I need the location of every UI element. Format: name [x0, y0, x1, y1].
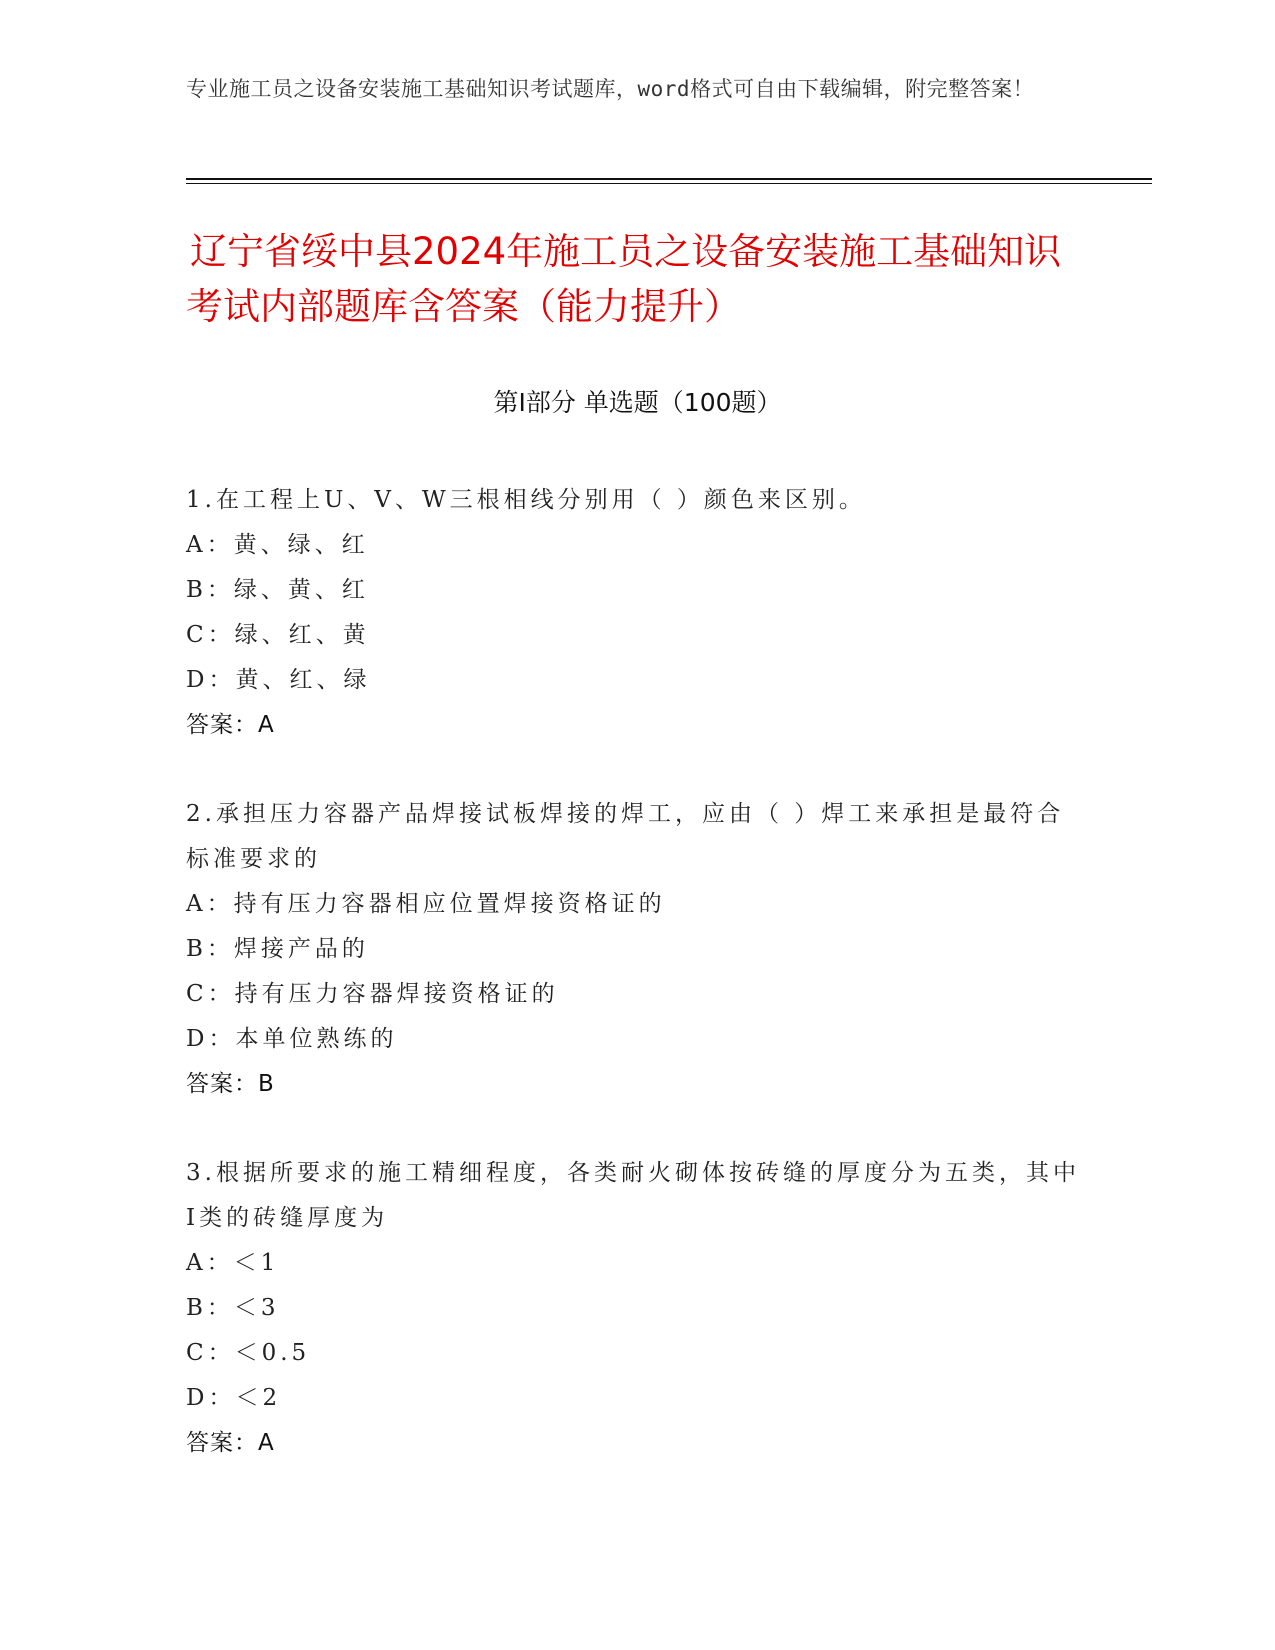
answer-line: 答案：A	[186, 712, 275, 738]
option-b: B：＜3	[186, 1295, 280, 1321]
option-b: B：绿、黄、红	[186, 577, 369, 603]
header-note: 专业施工员之设备安装施工基础知识考试题库，word格式可自由下载编辑，附完整答案！	[186, 77, 1035, 101]
answer-line: 答案：A	[186, 1430, 275, 1456]
question-1	[186, 478, 1086, 748]
header-divider-thick	[186, 178, 1152, 180]
option-c: C：绿、红、黄	[186, 622, 370, 648]
option-d: D：本单位熟练的	[186, 1026, 398, 1052]
header-divider-thin	[186, 183, 1152, 184]
option-c: C：持有压力容器焊接资格证的	[186, 981, 559, 1007]
section-heading: 第Ⅰ部分 单选题（100题）	[493, 388, 782, 417]
option-d: D：黄、红、绿	[186, 667, 371, 693]
option-a: A：黄、绿、红	[186, 532, 369, 558]
question-2	[186, 792, 1086, 1107]
option-c: C：＜0.5	[186, 1340, 311, 1366]
question-list	[186, 478, 1086, 1510]
option-d: D：＜2	[186, 1385, 282, 1411]
answer-line: 答案：B	[186, 1071, 275, 1097]
document-title: 辽宁省绥中县2024年施工员之设备安装施工基础知识考试内部题库含答案（能力提升）	[186, 230, 1062, 328]
question-3	[186, 1151, 1086, 1466]
option-a: A：＜1	[186, 1250, 280, 1276]
question-stem: 2.承担压力容器产品焊接试板焊接的焊工，应由（ ）焊工来承担是最符合标准要求的	[186, 801, 1065, 872]
question-stem: 3.根据所要求的施工精细程度，各类耐火砌体按砖缝的厚度分为五类，其中Ⅰ类的砖缝厚度为	[186, 1160, 1080, 1231]
question-stem: 1.在工程上U、V、W三根相线分别用（ ）颜色来区别。	[186, 487, 866, 513]
option-a: A：持有压力容器相应位置焊接资格证的	[186, 891, 666, 917]
option-b: B：焊接产品的	[186, 936, 369, 962]
